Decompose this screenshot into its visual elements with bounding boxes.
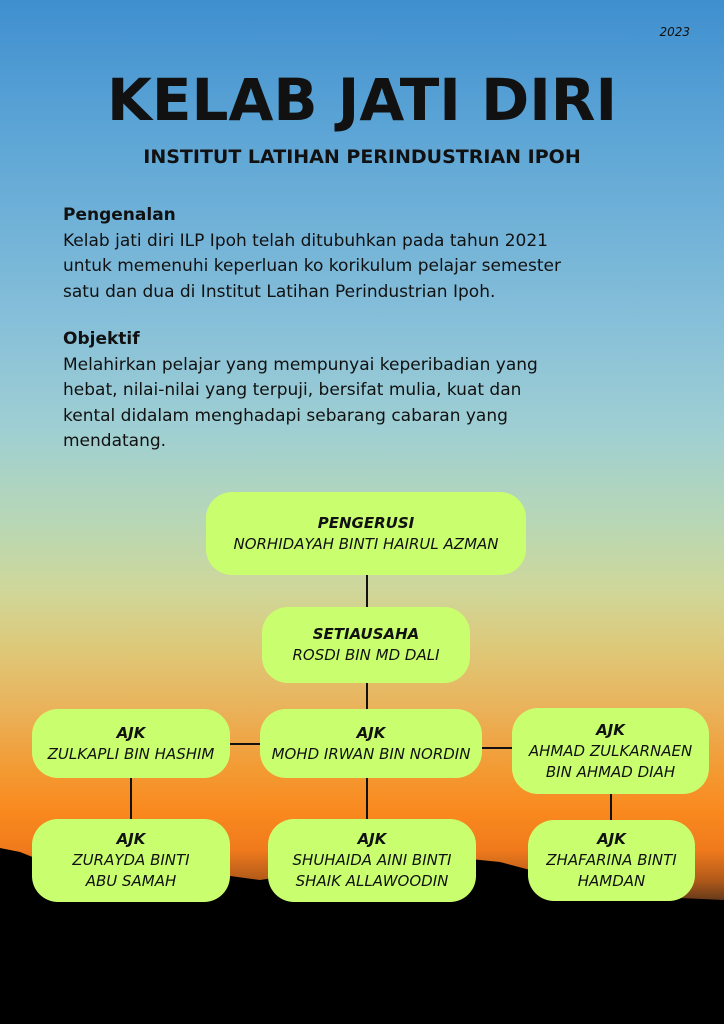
node-name: ZURAYDA BINTI: [72, 851, 190, 869]
node-role: AJK: [597, 830, 626, 848]
objective-line: Melahirkan pelajar yang mempunyai keperibadian yang: [63, 354, 538, 375]
org-node-secretary: [262, 607, 470, 683]
org-node-ajk-bottom-right: [528, 820, 695, 901]
connector-left-bottom: [130, 778, 132, 820]
node-name: ROSDI BIN MD DALI: [292, 646, 440, 664]
connector-center-bottom: [366, 778, 368, 820]
node-name: BIN AHMAD DIAH: [545, 762, 676, 781]
org-node-ajk-center: [260, 709, 482, 778]
node-name: HAMDAN: [577, 872, 646, 890]
intro-heading: Pengenalan: [63, 205, 176, 225]
node-name: AHMAD ZULKARNAEN: [528, 741, 693, 760]
org-node-ajk-left: [32, 709, 230, 778]
node-role: AJK: [357, 830, 387, 848]
intro-line: satu dan dua di Institut Latihan Perindustrian Ipoh.: [63, 281, 496, 302]
intro-line: Kelab jati diri ILP Ipoh telah ditubuhkan pada tahun 2021: [63, 230, 548, 251]
objective-heading: Objektif: [63, 329, 140, 349]
node-role: AJK: [356, 723, 386, 742]
node-name: ZHAFARINA BINTI: [546, 851, 677, 869]
page-subtitle: INSTITUT LATIHAN PERINDUSTRIAN IPOH: [143, 146, 581, 168]
node-name: NORHIDAYAH BINTI HAIRUL AZMAN: [233, 534, 499, 553]
org-node-ajk-bottom-left: [32, 819, 230, 902]
org-node-ajk-right: [512, 708, 709, 794]
node-name: SHAIK ALLAWOODIN: [295, 872, 449, 890]
objective-line: kental didalam menghadapi sebarang cabaran yang: [63, 405, 508, 426]
page-title: KELAB JATI DIRI: [106, 66, 618, 134]
org-node-ajk-bottom-center: [268, 819, 476, 902]
connector-secretary-ajk: [366, 682, 368, 710]
node-role: SETIAUSAHA: [312, 625, 420, 643]
node-name: SHUHAIDA AINI BINTI: [292, 851, 452, 869]
connector-center-right: [482, 747, 514, 749]
node-role: AJK: [116, 723, 146, 742]
node-name: MOHD IRWAN BIN NORDIN: [271, 744, 471, 763]
node-name: ABU SAMAH: [85, 872, 177, 890]
intro-section: [63, 203, 643, 305]
connector-left-center: [230, 743, 262, 745]
node-role: AJK: [596, 720, 625, 739]
year-label: 2023: [659, 25, 690, 39]
objective-line: hebat, nilai-nilai yang terpuji, bersifat mulia, kuat dan: [63, 380, 522, 400]
objective-line: mendatang.: [63, 431, 167, 451]
connector-right-bottom: [610, 794, 612, 822]
connector-chair-secretary: [366, 574, 368, 608]
node-role: PENGERUSI: [317, 513, 415, 532]
node-role: AJK: [116, 830, 146, 848]
org-node-chair: [206, 492, 526, 575]
intro-line: untuk memenuhi keperluan ko korikulum pelajar semester: [63, 256, 561, 276]
node-name: ZULKAPLI BIN HASHIM: [47, 744, 215, 763]
objective-section: [63, 327, 643, 455]
